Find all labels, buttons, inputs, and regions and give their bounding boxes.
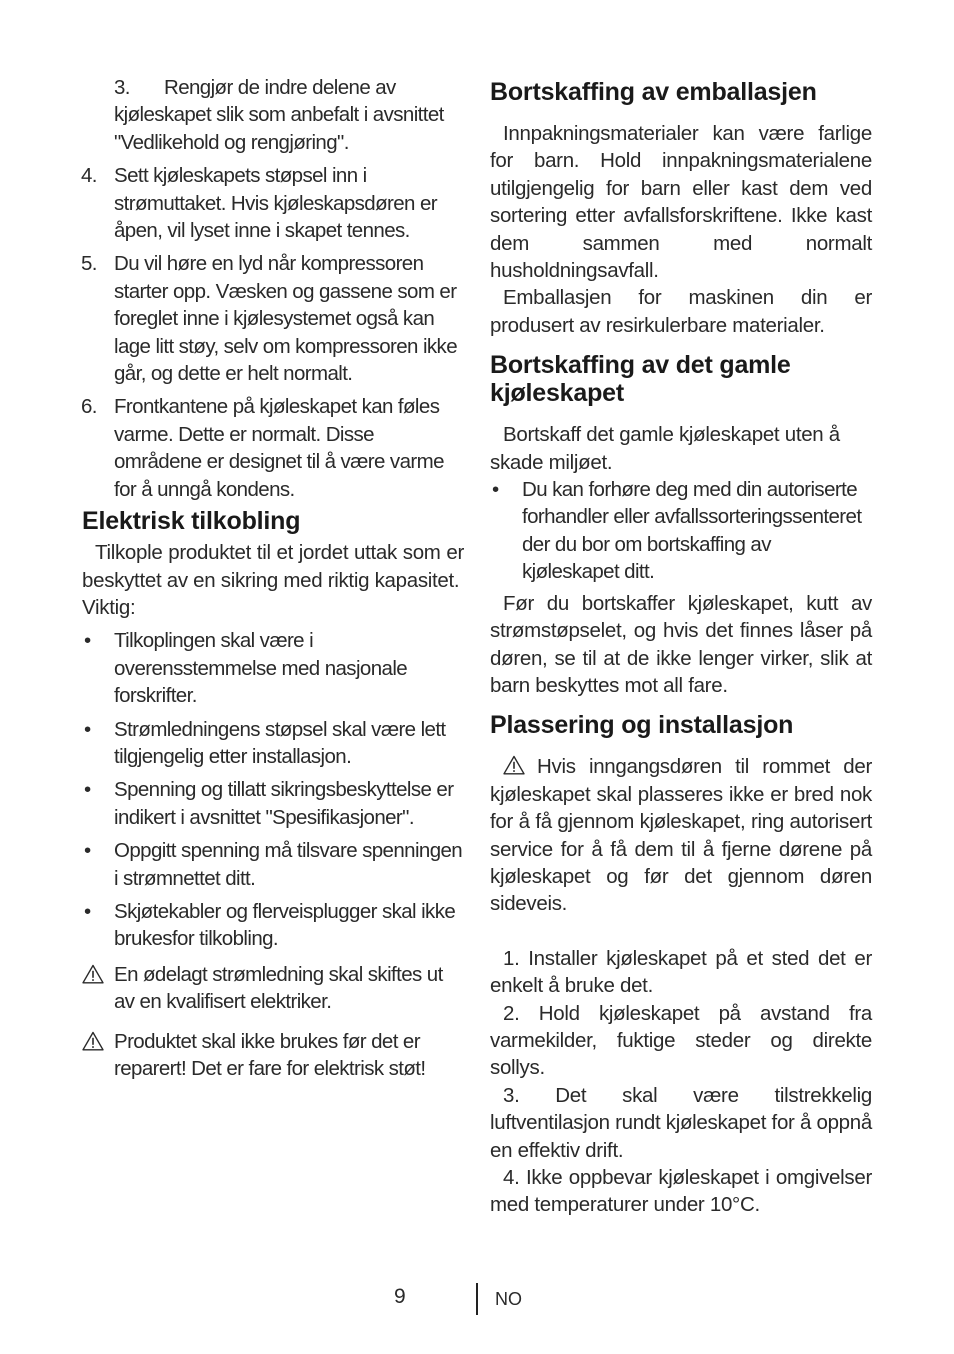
step-paragraph: 2. Hold kjøleskapet på avstand fra varmekilder, fuktige steder og direkte sollys. [490, 1001, 872, 1080]
warning-triangle-icon [503, 755, 525, 775]
warning-triangle-icon [82, 964, 104, 984]
warning-text: Produktet skal ikke brukes før det er reparert! Det er fare for elektrisk støt! [114, 1029, 426, 1080]
step-paragraph: 1. Installer kjøleskapet på et sted det er enkelt å bruke det. [490, 946, 872, 998]
footer-divider [476, 1283, 478, 1315]
bullet-item: • Du kan forhøre deg med din autoriserte forhandler eller avfallssorteringssenteret der du bor om bortskaffing av kjøleskapet ditt. [492, 478, 862, 584]
list-item [82, 250, 464, 387]
bullet-text: Du kan forhøre deg med din autoriserte forhandler eller avfallssorteringssenteret der du bor om bortskaffing av kjøleskapet ditt. [522, 478, 862, 584]
bullet-item: • Skjøtekabler og flerveisplugger skal ikke brukesfor tilkobling. [84, 899, 456, 951]
list-text: Du vil høre en lyd når kompressoren starter opp. Væsken og gassene som er foreglet inne i kjølesystemet også kan lage litt støy, selv om kompressoren ikke går, og dette er helt normalt. [114, 252, 457, 386]
list-number: 4. [81, 164, 97, 188]
list-number: 3. [114, 76, 130, 99]
list-item [82, 393, 464, 503]
warning-text: Hvis inngangsdøren til rommet der kjøleskapet skal plasseres ikke er bred nok for å få gjennom kjøleskapet, ring autorisert service for å få dem til å fjerne dørene på kjøleskapet og før det gjennom døren sideveis. [490, 755, 872, 916]
list-item [82, 74, 464, 156]
right-column [490, 78, 872, 1219]
step-paragraph: 4. Ikke oppbevar kjøleskapet i omgivelser med temperaturer under 10°C. [490, 1166, 872, 1217]
warning-paragraph [490, 753, 872, 917]
bullet-item: • Oppgitt spenning må tilsvare spenningen i strømnettet ditt. [84, 839, 463, 890]
warning-triangle-icon [82, 1031, 104, 1051]
bullet-item: • Tilkoplingen skal være i overensstemmelse med nasjonale forskrifter. [84, 629, 408, 708]
list-text: Sett kjøleskapets støpsel inn i strømuttaket. Hvis kjøleskapsdøren er åpen, vil lyset inne i skapet tennes. [114, 164, 437, 243]
bullet-text: Strømledningens støpsel skal være lett tilgjengelig etter installasjon. [114, 717, 446, 768]
section-heading-plassering: Plassering og installasjon [490, 711, 794, 740]
bullet-text: Oppgitt spenning må tilsvare spenningen i strømnettet ditt. [114, 839, 463, 890]
page-number: 9 [394, 1285, 406, 1308]
paragraph: Tilkople produktet til et jordet uttak som er beskyttet av en sikring med riktig kapasitet. [82, 541, 464, 592]
step-paragraph: 3. Det skal være tilstrekkelig luftventilasjon rundt kjøleskapet for å oppnå en effektiv drift. [490, 1083, 872, 1162]
list-item [82, 162, 464, 244]
paragraph: Før du bortskaffer kjøleskapet, kutt av strømstøpselet, og hvis det finnes låser på døren, se til at de ikke lenger virker, slik at barn beskyttes mot all fare. [490, 591, 872, 697]
paragraph: Innpakningsmaterialer kan være farlige for barn. Hold innpakningsmaterialene utilgjengelig for barn eller kast dem ved sortering etter avfallsforskriftene. Ikke kast dem sammen med normalt husholdningsavfall. [490, 122, 872, 283]
list-number: 5. [81, 252, 97, 276]
section-heading-emballasje: Bortskaffing av emballasjen [490, 78, 817, 106]
paragraph: Bortskaff det gamle kjøleskapet uten å skade miljøet. [490, 423, 840, 474]
warning-text: En ødelagt strømledning skal skiftes ut av en kvalifisert elektriker. [114, 962, 443, 1014]
paragraph-viktig: Viktig: [82, 595, 136, 619]
list-text: Rengjør de indre delene av kjøleskapet slik som anbefalt i avsnittet "Vedlikehold og rengjøring". [114, 76, 444, 154]
bullet-item: • Strømledningens støpsel skal være lett tilgjengelig etter installasjon. [84, 717, 446, 768]
warning-note [82, 961, 464, 1016]
section-heading-elektrisk: Elektrisk tilkobling [82, 507, 301, 536]
warning-note [82, 1028, 464, 1083]
bullet-text: Tilkoplingen skal være i overensstemmelse med nasjonale forskrifter. [114, 629, 408, 708]
bullet-item: • Spenning og tillatt sikringsbeskyttelse er indikert i avsnittet "Spesifikasjoner". [84, 778, 454, 829]
bullet-text: Spenning og tillatt sikringsbeskyttelse er indikert i avsnittet "Spesifikasjoner". [114, 778, 454, 829]
list-text: Frontkantene på kjøleskapet kan føles varme. Dette er normalt. Disse områdene er designet til å være varme for å unngå kondens. [114, 395, 444, 501]
language-code: NO [495, 1289, 522, 1309]
paragraph: Emballasjen for maskinen din er produsert av resirkulerbare materialer. [490, 286, 872, 337]
list-number: 6. [81, 395, 97, 419]
section-heading-gamle: Bortskaffing av det gamle kjøleskapet [490, 351, 791, 408]
bullet-text: Skjøtekabler og flerveisplugger skal ikke brukesfor tilkobling. [114, 899, 456, 951]
left-column [82, 74, 464, 1082]
